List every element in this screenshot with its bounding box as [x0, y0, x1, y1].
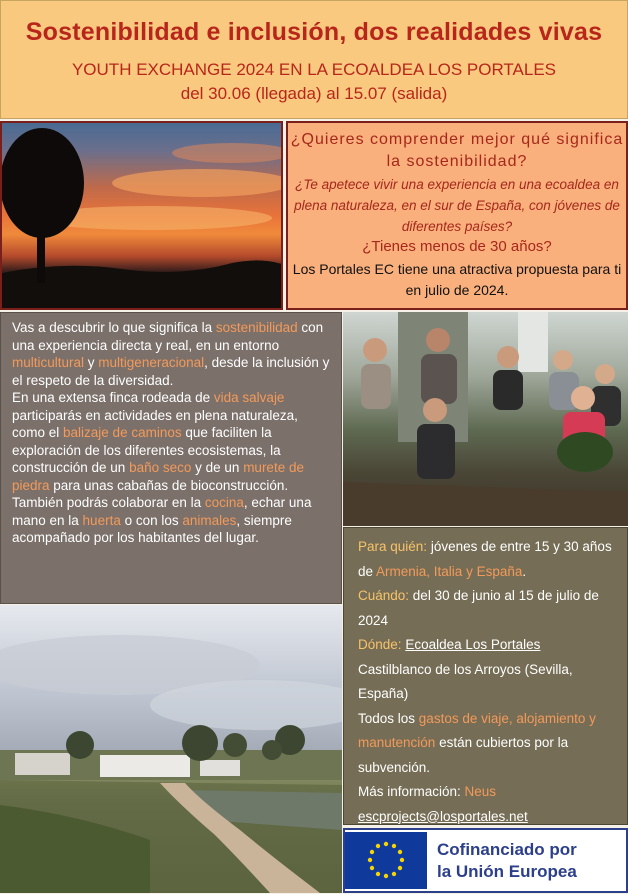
- text: , desde la inclusión y el respeto de la diversidad.: [12, 355, 330, 388]
- label-cuando: Cuándo:: [358, 588, 410, 603]
- label-para-quien: Para quién:: [358, 539, 428, 554]
- info-cuando: [358, 584, 619, 633]
- location-text: Castilblanco de los Arroyos (Sevilla, España): [358, 661, 573, 701]
- text: para unas cabañas de bioconstrucción. También podrás colaborar en la: [12, 477, 289, 510]
- highlight-cocina: cocina: [204, 495, 244, 510]
- landscape-illustration: [0, 605, 342, 893]
- highlight-multigeneracional: multigeneracional: [98, 355, 205, 370]
- highlight-countries: Armenia, Italia y España: [376, 563, 523, 579]
- highlight-bano-seco: baño seco: [129, 460, 192, 475]
- highlight-sostenibilidad: sostenibilidad: [215, 320, 298, 335]
- text: , siempre acompañado por los habitantes del lugar.: [12, 512, 292, 545]
- sunset-silhouette: [2, 123, 283, 310]
- eu-stars-icon: [345, 832, 427, 889]
- eu-line-2: la Unión Europea: [437, 862, 577, 881]
- group-photo: [343, 312, 628, 526]
- text: participarás en actividades en plena naturaleza, como el: [12, 407, 298, 440]
- info-donde: [358, 633, 619, 658]
- proposal-text: Los Portales EC tiene una atractiva propuesta para ti en julio de 2024.: [292, 261, 622, 298]
- info-para-quien: [358, 535, 619, 584]
- highlight-animales: animales: [182, 512, 237, 528]
- email-link[interactable]: escprojects@losportales.net: [358, 808, 528, 824]
- label-donde: Dónde:: [358, 637, 402, 652]
- question-age: ¿Tienes menos de 30 años?: [362, 238, 552, 255]
- highlight-vida-salvaje: vida salvaje: [213, 390, 285, 405]
- eu-flag-icon: [345, 832, 427, 889]
- text: .: [522, 563, 527, 579]
- text: del 30 de junio al 15 de julio de 2024: [358, 588, 599, 628]
- group-illustration: [343, 312, 628, 526]
- info-gastos: [358, 707, 619, 781]
- text: Vas a descubrir lo que significa la: [12, 320, 216, 335]
- landscape-photo: [0, 605, 342, 893]
- text: y de un: [191, 460, 244, 475]
- ecoaldea-link[interactable]: Ecoaldea Los Portales: [405, 637, 541, 652]
- eu-line-1: Cofinanciado por: [437, 840, 577, 859]
- eu-funding-box: [343, 828, 628, 893]
- question-experience: ¿Te apetece vivir una experiencia en una ecoaldea en plena naturaleza, en el sur de España, con jóvenes de diferentes países?: [294, 177, 620, 234]
- text: con una experiencia directa y real, en un entorno: [12, 320, 324, 353]
- text: o con los: [120, 512, 183, 528]
- info-mas: [358, 780, 619, 805]
- text: que faciliten la exploración de los diferentes ecosistemas, la construcción de un: [12, 425, 281, 475]
- text: y: [84, 355, 99, 370]
- eu-funding-text: [437, 839, 577, 883]
- label-mas-informacion: Más información:: [358, 784, 465, 799]
- text: Todos los: [358, 710, 419, 726]
- text: están cubiertos por la subvención.: [358, 735, 569, 775]
- highlight-balizaje: balizaje de caminos: [63, 425, 182, 440]
- highlight-huerta: huerta: [82, 512, 121, 528]
- highlight-murete: murete de piedra: [12, 460, 304, 493]
- header-banner: [0, 0, 628, 119]
- description-box: [0, 312, 342, 604]
- text: jóvenes de entre 15 y 30 años de: [358, 539, 612, 579]
- event-dates: del 30.06 (llegada) al 15.07 (salida): [180, 84, 448, 103]
- highlight-gastos: gastos de viaje, alojamiento y manutención: [358, 710, 596, 750]
- question-sustainability: ¿Quieres comprender mejor qué significa la sostenibilidad?: [290, 131, 624, 170]
- page-subtitle: YOUTH EXCHANGE 2024 EN LA ECOALDEA LOS PORTALES: [71, 60, 557, 79]
- text: , echar una mano en la: [12, 495, 312, 528]
- description-paragraph-1: [12, 319, 331, 389]
- description-paragraph-2: [12, 389, 331, 547]
- sunset-photo: [0, 121, 283, 310]
- text: En una extensa finca rodeada de: [12, 390, 214, 405]
- info-box: [343, 527, 628, 825]
- questions-box: [286, 121, 628, 310]
- page-title: Sostenibilidad e inclusión, dos realidades vivas: [25, 18, 603, 46]
- highlight-multicultural: multicultural: [12, 355, 85, 370]
- contact-name: Neus: [464, 784, 497, 799]
